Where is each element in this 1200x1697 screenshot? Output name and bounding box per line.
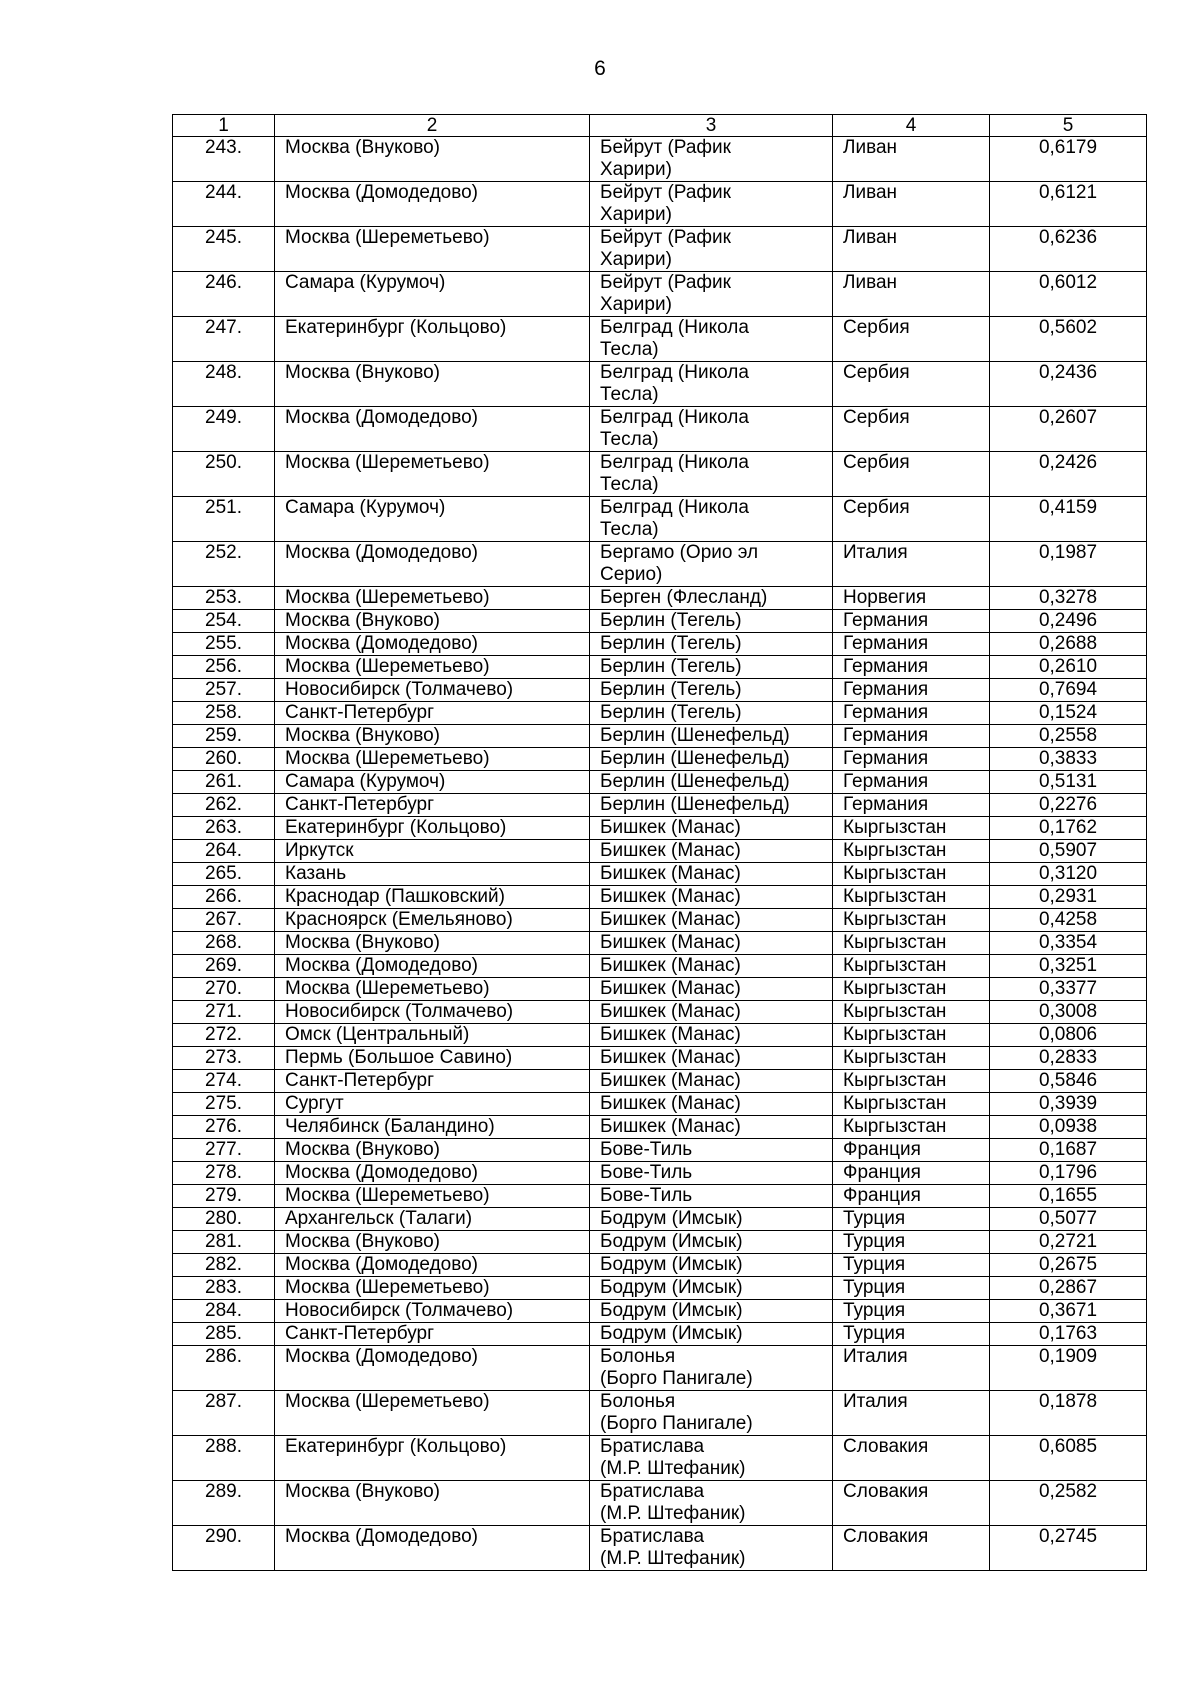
departure-airport-cell: Красноярск (Емельяново) — [275, 909, 590, 932]
arrival-airport-cell: Бове-Тиль — [590, 1139, 833, 1162]
arrival-airport-cell: Бишкек (Манас) — [590, 978, 833, 1001]
country-cell: Кыргызстан — [833, 840, 990, 863]
row-number-cell: 259. — [173, 725, 275, 748]
departure-airport-cell: Москва (Домодедово) — [275, 542, 590, 587]
table-header — [173, 115, 1147, 137]
header-row — [173, 115, 1147, 137]
arrival-airport-cell: Берлин (Шенефельд) — [590, 725, 833, 748]
country-cell: Италия — [833, 1391, 990, 1436]
row-number-cell: 256. — [173, 656, 275, 679]
row-number-cell: 260. — [173, 748, 275, 771]
row-number-cell: 253. — [173, 587, 275, 610]
table-row — [173, 817, 1147, 840]
departure-airport-cell: Москва (Шереметьево) — [275, 656, 590, 679]
coefficient-cell: 0,1687 — [990, 1139, 1147, 1162]
page-number: 6 — [594, 57, 606, 80]
table-row — [173, 1001, 1147, 1024]
country-cell: Кыргызстан — [833, 932, 990, 955]
departure-airport-cell: Москва (Внуково) — [275, 725, 590, 748]
table-row — [173, 978, 1147, 1001]
country-cell: Франция — [833, 1185, 990, 1208]
table-row — [173, 272, 1147, 317]
row-number-cell: 243. — [173, 137, 275, 182]
departure-airport-cell: Москва (Домодедово) — [275, 955, 590, 978]
coefficient-cell: 0,1655 — [990, 1185, 1147, 1208]
departure-airport-cell: Москва (Внуково) — [275, 1139, 590, 1162]
departure-airport-cell: Москва (Домодедово) — [275, 182, 590, 227]
coefficient-cell: 0,2745 — [990, 1526, 1147, 1571]
header-col-2: 2 — [275, 115, 590, 137]
country-cell: Кыргызстан — [833, 1024, 990, 1047]
table-body — [173, 137, 1147, 1571]
table-row — [173, 679, 1147, 702]
table-row — [173, 840, 1147, 863]
arrival-airport-cell: Белград (Никола Тесла) — [590, 362, 833, 407]
country-cell: Словакия — [833, 1481, 990, 1526]
country-cell: Ливан — [833, 137, 990, 182]
country-cell: Турция — [833, 1300, 990, 1323]
row-number-cell: 263. — [173, 817, 275, 840]
arrival-airport-cell: Бове-Тиль — [590, 1185, 833, 1208]
arrival-airport-cell: Берлин (Шенефельд) — [590, 771, 833, 794]
coefficient-cell: 0,1878 — [990, 1391, 1147, 1436]
departure-airport-cell: Москва (Внуково) — [275, 137, 590, 182]
table-row — [173, 771, 1147, 794]
arrival-airport-cell: Бейрут (Рафик Харири) — [590, 137, 833, 182]
table-row — [173, 1070, 1147, 1093]
arrival-airport-cell: Берлин (Тегель) — [590, 679, 833, 702]
table-row — [173, 452, 1147, 497]
country-cell: Турция — [833, 1277, 990, 1300]
coefficient-cell: 0,2721 — [990, 1231, 1147, 1254]
coefficient-cell: 0,3671 — [990, 1300, 1147, 1323]
country-cell: Ливан — [833, 227, 990, 272]
coefficient-cell: 0,0938 — [990, 1116, 1147, 1139]
arrival-airport-cell: Братислава (М.Р. Штефаник) — [590, 1436, 833, 1481]
header-col-3: 3 — [590, 115, 833, 137]
table-row — [173, 1024, 1147, 1047]
arrival-airport-cell: Болонья (Борго Панигале) — [590, 1391, 833, 1436]
departure-airport-cell: Москва (Домодедово) — [275, 1162, 590, 1185]
row-number-cell: 288. — [173, 1436, 275, 1481]
table-row — [173, 497, 1147, 542]
coefficient-cell: 0,2496 — [990, 610, 1147, 633]
departure-airport-cell: Омск (Центральный) — [275, 1024, 590, 1047]
arrival-airport-cell: Бишкек (Манас) — [590, 1001, 833, 1024]
row-number-cell: 249. — [173, 407, 275, 452]
country-cell: Сербия — [833, 497, 990, 542]
table-row — [173, 656, 1147, 679]
departure-airport-cell: Москва (Домодедово) — [275, 407, 590, 452]
row-number-cell: 255. — [173, 633, 275, 656]
row-number-cell: 254. — [173, 610, 275, 633]
coefficient-cell: 0,0806 — [990, 1024, 1147, 1047]
arrival-airport-cell: Бодрум (Имсык) — [590, 1208, 833, 1231]
table-row — [173, 362, 1147, 407]
departure-airport-cell: Москва (Шереметьево) — [275, 1391, 590, 1436]
country-cell: Кыргызстан — [833, 817, 990, 840]
row-number-cell: 252. — [173, 542, 275, 587]
table-row — [173, 1277, 1147, 1300]
arrival-airport-cell: Бейрут (Рафик Харири) — [590, 227, 833, 272]
table-row — [173, 1254, 1147, 1277]
departure-airport-cell: Самара (Курумоч) — [275, 272, 590, 317]
arrival-airport-cell: Белград (Никола Тесла) — [590, 452, 833, 497]
arrival-airport-cell: Братислава (М.Р. Штефаник) — [590, 1481, 833, 1526]
country-cell: Германия — [833, 771, 990, 794]
table-row — [173, 1093, 1147, 1116]
arrival-airport-cell: Бишкек (Манас) — [590, 955, 833, 978]
row-number-cell: 264. — [173, 840, 275, 863]
departure-airport-cell: Москва (Домодедово) — [275, 633, 590, 656]
row-number-cell: 257. — [173, 679, 275, 702]
country-cell: Кыргызстан — [833, 1047, 990, 1070]
coefficient-cell: 0,1909 — [990, 1346, 1147, 1391]
departure-airport-cell: Москва (Внуково) — [275, 932, 590, 955]
country-cell: Германия — [833, 794, 990, 817]
coefficient-cell: 0,5846 — [990, 1070, 1147, 1093]
table-row — [173, 137, 1147, 182]
coefficient-cell: 0,2931 — [990, 886, 1147, 909]
departure-airport-cell: Новосибирск (Толмачево) — [275, 1300, 590, 1323]
departure-airport-cell: Москва (Шереметьево) — [275, 227, 590, 272]
arrival-airport-cell: Белград (Никола Тесла) — [590, 407, 833, 452]
arrival-airport-cell: Бейрут (Рафик Харири) — [590, 272, 833, 317]
departure-airport-cell: Екатеринбург (Кольцово) — [275, 1436, 590, 1481]
arrival-airport-cell: Берлин (Тегель) — [590, 610, 833, 633]
row-number-cell: 244. — [173, 182, 275, 227]
table-row — [173, 886, 1147, 909]
country-cell: Норвегия — [833, 587, 990, 610]
header-col-4: 4 — [833, 115, 990, 137]
departure-airport-cell: Казань — [275, 863, 590, 886]
country-cell: Германия — [833, 633, 990, 656]
table-row — [173, 955, 1147, 978]
row-number-cell: 248. — [173, 362, 275, 407]
departure-airport-cell: Самара (Курумоч) — [275, 771, 590, 794]
coefficient-cell: 0,6179 — [990, 137, 1147, 182]
row-number-cell: 269. — [173, 955, 275, 978]
table-row — [173, 932, 1147, 955]
country-cell: Германия — [833, 610, 990, 633]
country-cell: Германия — [833, 656, 990, 679]
departure-airport-cell: Новосибирск (Толмачево) — [275, 679, 590, 702]
arrival-airport-cell: Болонья (Борго Панигале) — [590, 1346, 833, 1391]
coefficient-cell: 0,6236 — [990, 227, 1147, 272]
table-row — [173, 1300, 1147, 1323]
country-cell: Германия — [833, 679, 990, 702]
coefficient-cell: 0,1796 — [990, 1162, 1147, 1185]
arrival-airport-cell: Бишкек (Манас) — [590, 840, 833, 863]
table-row — [173, 1231, 1147, 1254]
country-cell: Сербия — [833, 452, 990, 497]
coefficient-cell: 0,2436 — [990, 362, 1147, 407]
row-number-cell: 258. — [173, 702, 275, 725]
row-number-cell: 261. — [173, 771, 275, 794]
arrival-airport-cell: Бишкек (Манас) — [590, 1047, 833, 1070]
row-number-cell: 280. — [173, 1208, 275, 1231]
table-row — [173, 633, 1147, 656]
table-row — [173, 1526, 1147, 1571]
table-row — [173, 1208, 1147, 1231]
country-cell: Сербия — [833, 317, 990, 362]
coefficient-cell: 0,3278 — [990, 587, 1147, 610]
coefficient-cell: 0,1987 — [990, 542, 1147, 587]
departure-airport-cell: Москва (Внуково) — [275, 610, 590, 633]
row-number-cell: 250. — [173, 452, 275, 497]
country-cell: Сербия — [833, 407, 990, 452]
coefficient-cell: 0,2833 — [990, 1047, 1147, 1070]
departure-airport-cell: Москва (Шереметьево) — [275, 978, 590, 1001]
row-number-cell: 284. — [173, 1300, 275, 1323]
table-row — [173, 1139, 1147, 1162]
table-row — [173, 1323, 1147, 1346]
coefficient-cell: 0,3833 — [990, 748, 1147, 771]
country-cell: Турция — [833, 1208, 990, 1231]
country-cell: Ливан — [833, 272, 990, 317]
row-number-cell: 268. — [173, 932, 275, 955]
arrival-airport-cell: Бодрум (Имсык) — [590, 1231, 833, 1254]
row-number-cell: 290. — [173, 1526, 275, 1571]
coefficient-cell: 0,3008 — [990, 1001, 1147, 1024]
departure-airport-cell: Москва (Шереметьево) — [275, 748, 590, 771]
table-row — [173, 1185, 1147, 1208]
row-number-cell: 277. — [173, 1139, 275, 1162]
arrival-airport-cell: Бишкек (Манас) — [590, 1093, 833, 1116]
coefficient-cell: 0,2867 — [990, 1277, 1147, 1300]
row-number-cell: 251. — [173, 497, 275, 542]
coefficient-cell: 0,6012 — [990, 272, 1147, 317]
row-number-cell: 245. — [173, 227, 275, 272]
coefficient-cell: 0,2276 — [990, 794, 1147, 817]
country-cell: Кыргызстан — [833, 863, 990, 886]
departure-airport-cell: Москва (Домодедово) — [275, 1526, 590, 1571]
arrival-airport-cell: Берлин (Шенефельд) — [590, 794, 833, 817]
country-cell: Италия — [833, 1346, 990, 1391]
row-number-cell: 270. — [173, 978, 275, 1001]
row-number-cell: 285. — [173, 1323, 275, 1346]
coefficient-cell: 0,3354 — [990, 932, 1147, 955]
row-number-cell: 283. — [173, 1277, 275, 1300]
row-number-cell: 273. — [173, 1047, 275, 1070]
row-number-cell: 267. — [173, 909, 275, 932]
table-row — [173, 542, 1147, 587]
country-cell: Франция — [833, 1162, 990, 1185]
departure-airport-cell: Москва (Шереметьево) — [275, 587, 590, 610]
arrival-airport-cell: Бейрут (Рафик Харири) — [590, 182, 833, 227]
table-row — [173, 1162, 1147, 1185]
arrival-airport-cell: Бишкек (Манас) — [590, 886, 833, 909]
coefficient-cell: 0,5907 — [990, 840, 1147, 863]
row-number-cell: 262. — [173, 794, 275, 817]
country-cell: Ливан — [833, 182, 990, 227]
coefficient-cell: 0,5131 — [990, 771, 1147, 794]
arrival-airport-cell: Бишкек (Манас) — [590, 863, 833, 886]
arrival-airport-cell: Берлин (Шенефельд) — [590, 748, 833, 771]
table-row — [173, 407, 1147, 452]
departure-airport-cell: Москва (Внуково) — [275, 1481, 590, 1526]
departure-airport-cell: Москва (Внуково) — [275, 362, 590, 407]
arrival-airport-cell: Бодрум (Имсык) — [590, 1300, 833, 1323]
coefficient-cell: 0,6085 — [990, 1436, 1147, 1481]
arrival-airport-cell: Берлин (Тегель) — [590, 656, 833, 679]
row-number-cell: 282. — [173, 1254, 275, 1277]
country-cell: Кыргызстан — [833, 1070, 990, 1093]
departure-airport-cell: Иркутск — [275, 840, 590, 863]
table-row — [173, 1391, 1147, 1436]
table-row — [173, 748, 1147, 771]
row-number-cell: 276. — [173, 1116, 275, 1139]
arrival-airport-cell: Бишкек (Манас) — [590, 1070, 833, 1093]
country-cell: Словакия — [833, 1436, 990, 1481]
coefficient-cell: 0,2688 — [990, 633, 1147, 656]
departure-airport-cell: Москва (Внуково) — [275, 1231, 590, 1254]
table-row — [173, 1436, 1147, 1481]
departure-airport-cell: Сургут — [275, 1093, 590, 1116]
coefficient-cell: 0,2610 — [990, 656, 1147, 679]
departure-airport-cell: Пермь (Большое Савино) — [275, 1047, 590, 1070]
departure-airport-cell: Самара (Курумоч) — [275, 497, 590, 542]
coefficient-cell: 0,2426 — [990, 452, 1147, 497]
departure-airport-cell: Екатеринбург (Кольцово) — [275, 317, 590, 362]
arrival-airport-cell: Белград (Никола Тесла) — [590, 497, 833, 542]
arrival-airport-cell: Бодрум (Имсык) — [590, 1254, 833, 1277]
coefficient-cell: 0,3251 — [990, 955, 1147, 978]
coefficient-cell: 0,4159 — [990, 497, 1147, 542]
table-row — [173, 587, 1147, 610]
country-cell: Кыргызстан — [833, 1116, 990, 1139]
row-number-cell: 279. — [173, 1185, 275, 1208]
coefficient-cell: 0,5077 — [990, 1208, 1147, 1231]
coefficient-cell: 0,1763 — [990, 1323, 1147, 1346]
departure-airport-cell: Новосибирск (Толмачево) — [275, 1001, 590, 1024]
coefficient-cell: 0,3120 — [990, 863, 1147, 886]
table-row — [173, 794, 1147, 817]
country-cell: Сербия — [833, 362, 990, 407]
departure-airport-cell: Москва (Домодедово) — [275, 1346, 590, 1391]
country-cell: Турция — [833, 1231, 990, 1254]
coefficient-cell: 0,3939 — [990, 1093, 1147, 1116]
table-row — [173, 1047, 1147, 1070]
arrival-airport-cell: Бишкек (Манас) — [590, 932, 833, 955]
coefficient-cell: 0,1762 — [990, 817, 1147, 840]
arrival-airport-cell: Берлин (Тегель) — [590, 633, 833, 656]
arrival-airport-cell: Бове-Тиль — [590, 1162, 833, 1185]
departure-airport-cell: Москва (Шереметьево) — [275, 1277, 590, 1300]
header-col-1: 1 — [173, 115, 275, 137]
departure-airport-cell: Архангельск (Талаги) — [275, 1208, 590, 1231]
country-cell: Германия — [833, 702, 990, 725]
coefficient-cell: 0,6121 — [990, 182, 1147, 227]
departure-airport-cell: Москва (Шереметьево) — [275, 452, 590, 497]
row-number-cell: 265. — [173, 863, 275, 886]
row-number-cell: 281. — [173, 1231, 275, 1254]
arrival-airport-cell: Берлин (Тегель) — [590, 702, 833, 725]
departure-airport-cell: Челябинск (Баландино) — [275, 1116, 590, 1139]
country-cell: Турция — [833, 1323, 990, 1346]
departure-airport-cell: Екатеринбург (Кольцово) — [275, 817, 590, 840]
departure-airport-cell: Санкт-Петербург — [275, 794, 590, 817]
arrival-airport-cell: Бергамо (Орио эл Серио) — [590, 542, 833, 587]
arrival-airport-cell: Бишкек (Манас) — [590, 909, 833, 932]
arrival-airport-cell: Братислава (М.Р. Штефаник) — [590, 1526, 833, 1571]
arrival-airport-cell: Берген (Флесланд) — [590, 587, 833, 610]
departure-airport-cell: Санкт-Петербург — [275, 702, 590, 725]
row-number-cell: 274. — [173, 1070, 275, 1093]
country-cell: Кыргызстан — [833, 1001, 990, 1024]
coefficient-cell: 0,2607 — [990, 407, 1147, 452]
coefficient-cell: 0,2558 — [990, 725, 1147, 748]
arrival-airport-cell: Бишкек (Манас) — [590, 817, 833, 840]
table-row — [173, 182, 1147, 227]
table-row — [173, 863, 1147, 886]
row-number-cell: 247. — [173, 317, 275, 362]
coefficient-cell: 0,1524 — [990, 702, 1147, 725]
table-row — [173, 1346, 1147, 1391]
departure-airport-cell: Санкт-Петербург — [275, 1323, 590, 1346]
arrival-airport-cell: Белград (Никола Тесла) — [590, 317, 833, 362]
coefficient-cell: 0,3377 — [990, 978, 1147, 1001]
coefficient-cell: 0,5602 — [990, 317, 1147, 362]
country-cell: Турция — [833, 1254, 990, 1277]
row-number-cell: 287. — [173, 1391, 275, 1436]
table-row — [173, 725, 1147, 748]
country-cell: Кыргызстан — [833, 955, 990, 978]
country-cell: Германия — [833, 725, 990, 748]
table-row — [173, 317, 1147, 362]
coefficient-cell: 0,4258 — [990, 909, 1147, 932]
row-number-cell: 278. — [173, 1162, 275, 1185]
row-number-cell: 286. — [173, 1346, 275, 1391]
departure-airport-cell: Москва (Домодедово) — [275, 1254, 590, 1277]
table-row — [173, 702, 1147, 725]
row-number-cell: 266. — [173, 886, 275, 909]
routes-table — [172, 114, 1147, 1571]
arrival-airport-cell: Бишкек (Манас) — [590, 1024, 833, 1047]
coefficient-cell: 0,2675 — [990, 1254, 1147, 1277]
departure-airport-cell: Краснодар (Пашковский) — [275, 886, 590, 909]
country-cell: Кыргызстан — [833, 909, 990, 932]
departure-airport-cell: Москва (Шереметьево) — [275, 1185, 590, 1208]
country-cell: Германия — [833, 748, 990, 771]
table-row — [173, 610, 1147, 633]
row-number-cell: 272. — [173, 1024, 275, 1047]
arrival-airport-cell: Бодрум (Имсык) — [590, 1277, 833, 1300]
arrival-airport-cell: Бишкек (Манас) — [590, 1116, 833, 1139]
departure-airport-cell: Санкт-Петербург — [275, 1070, 590, 1093]
coefficient-cell: 0,7694 — [990, 679, 1147, 702]
table-row — [173, 1481, 1147, 1526]
country-cell: Кыргызстан — [833, 1093, 990, 1116]
country-cell: Франция — [833, 1139, 990, 1162]
row-number-cell: 246. — [173, 272, 275, 317]
country-cell: Словакия — [833, 1526, 990, 1571]
table-row — [173, 227, 1147, 272]
table-row — [173, 909, 1147, 932]
country-cell: Кыргызстан — [833, 886, 990, 909]
table-row — [173, 1116, 1147, 1139]
row-number-cell: 289. — [173, 1481, 275, 1526]
header-col-5: 5 — [990, 115, 1147, 137]
row-number-cell: 271. — [173, 1001, 275, 1024]
country-cell: Италия — [833, 542, 990, 587]
row-number-cell: 275. — [173, 1093, 275, 1116]
country-cell: Кыргызстан — [833, 978, 990, 1001]
coefficient-cell: 0,2582 — [990, 1481, 1147, 1526]
arrival-airport-cell: Бодрум (Имсык) — [590, 1323, 833, 1346]
